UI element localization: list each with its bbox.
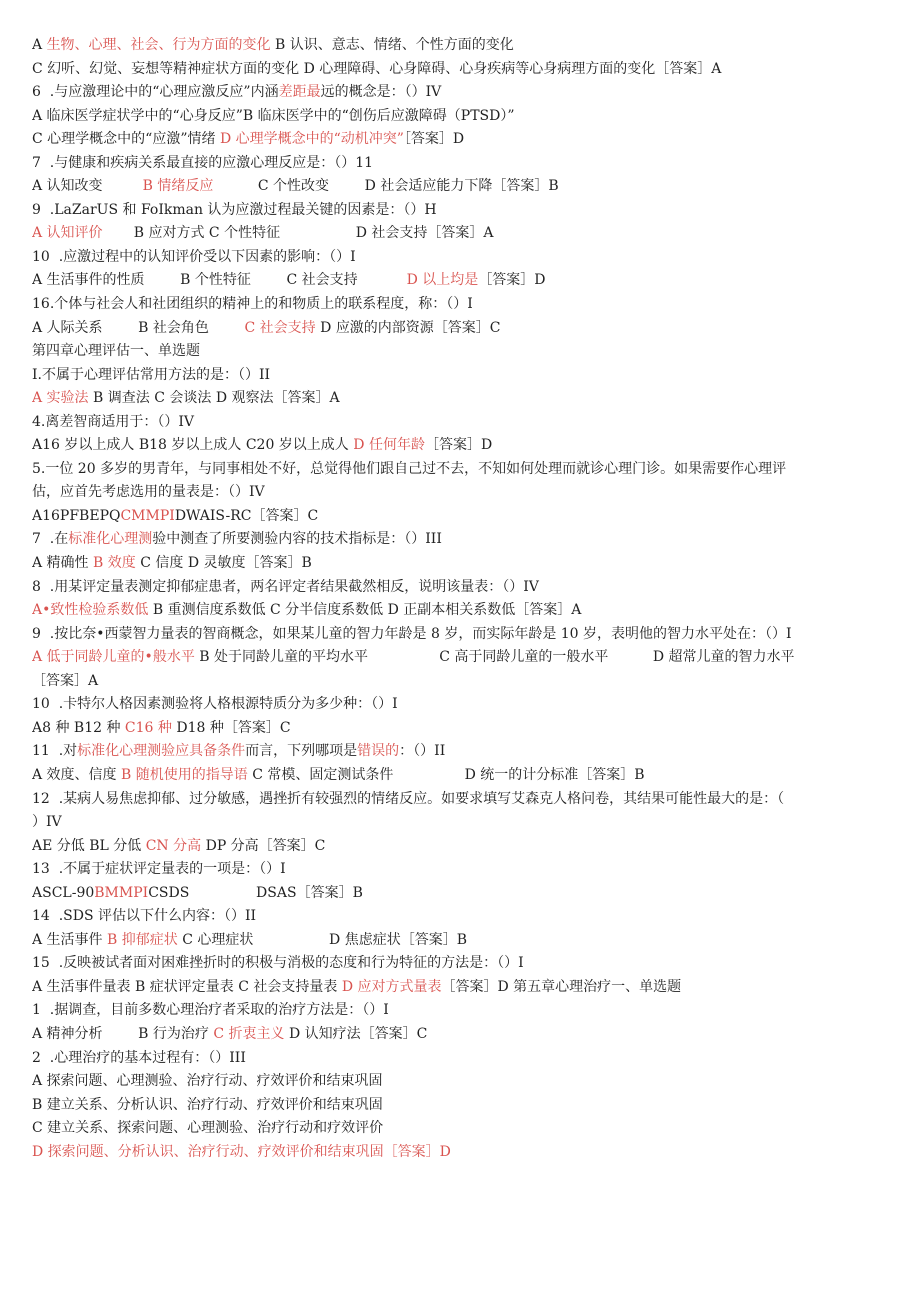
text-line: [32, 411, 880, 435]
text-segment: ［答案］D: [424, 437, 493, 454]
text-line: [32, 269, 880, 293]
text-segment: I.不属于心理评估常用方法的是：（）II: [32, 366, 271, 383]
text-line: [32, 387, 880, 411]
highlighted-answer-text: D 以上均是: [406, 272, 479, 289]
highlighted-answer-text: B 情绪反应: [142, 178, 214, 195]
text-line: [32, 788, 880, 812]
text-line: [32, 740, 880, 764]
text-segment: CSDS DSAS［答案］B: [148, 884, 363, 901]
text-segment: B 认识、意志、情绪、个性方面的变化: [270, 37, 514, 53]
text-segment: D 认知疗法［答案］C: [284, 1025, 428, 1042]
text-segment: A 认知改变: [32, 178, 143, 195]
text-line: [32, 929, 880, 953]
text-segment: A 生活事件: [32, 931, 108, 948]
text-segment: 远的概念是：（）IV: [320, 84, 442, 101]
text-line: [32, 999, 880, 1023]
text-line: [32, 340, 880, 364]
text-segment: 第四章心理评估一、单选题: [32, 343, 200, 360]
text-segment: ：（）II: [399, 743, 446, 760]
text-line: [32, 58, 880, 82]
text-line: [32, 434, 880, 458]
text-segment: A: [32, 37, 47, 53]
text-segment: B 重测信度系数低 C 分半信度系数低 D 正副本相关系数低［答案］A: [148, 602, 582, 619]
text-line: [32, 976, 880, 1000]
text-segment: A8 种 B12 种: [32, 719, 125, 736]
text-line: [32, 1117, 880, 1141]
highlighted-answer-text: CN 分高: [145, 837, 202, 854]
text-segment: 7 .在: [32, 531, 69, 548]
text-segment: 9 .按比奈•西蒙智力量表的智商概念，如果某儿童的智力年龄是 8 岁，而实际年龄是 10 岁，表明他的智力水平处在：（）I: [32, 625, 792, 642]
text-line: [32, 1023, 880, 1047]
text-segment: A16PFBEPQ: [32, 507, 121, 524]
text-line: [32, 222, 880, 246]
text-line: [32, 623, 880, 647]
text-segment: 2 .心理治疗的基本过程有：（）III: [32, 1049, 246, 1066]
highlighted-answer-text: 标准化心理测: [68, 531, 153, 548]
text-segment: A 生活事件的性质 B 个性特征 C 社会支持: [32, 272, 407, 289]
text-segment: AE 分低 BL 分低: [32, 837, 146, 854]
text-segment: 而言，下列哪项是: [245, 743, 358, 760]
text-segment: A 精神分析 B 行为治疗: [32, 1025, 214, 1042]
text-segment: 9 .LaZarUS 和 FoIkman 认为应激过程最关键的因素是：（）H: [32, 201, 437, 218]
text-segment: C 建立关系、探索问题、心理测验、治疗行动和疗效评价: [32, 1120, 384, 1137]
text-line: [32, 152, 880, 176]
text-line: [32, 905, 880, 929]
text-segment: A 人际关系 B 社会角色: [32, 319, 245, 336]
text-segment: C 个性改变 D 社会适应能力下降［答案］B: [213, 178, 559, 195]
text-line: [32, 175, 880, 199]
text-segment: ASCL-90: [32, 884, 95, 901]
text-line: [32, 717, 880, 741]
text-line: [32, 1141, 880, 1165]
highlighted-answer-text: D 探索问题、分析认识、治疗行动、疗效评价和结束巩固［答案］D: [32, 1143, 451, 1160]
text-segment: 8 .用某评定量表测定抑郁症患者，两名评定者结果截然相反，说明该量表：（）IV: [32, 578, 539, 595]
text-segment: DP 分高［答案］C: [201, 837, 326, 854]
text-segment: 1 .据调查，目前多数心理治疗者采取的治疗方法是：（）I: [32, 1002, 389, 1019]
highlighted-answer-text: 生物、心理、社会、行为方面的变化: [46, 37, 271, 53]
text-line: [32, 481, 880, 505]
text-segment: 验中测查了所要测验内容的技术指标是：（）III: [152, 531, 442, 548]
text-line: [32, 317, 880, 341]
text-segment: C 心理症状 D 焦虑症状［答案］B: [177, 931, 467, 948]
text-segment: 16.个体与社会人和社团组织的精神上的和物质上的联系程度，称：（）I: [32, 296, 473, 313]
text-segment: 4.离差智商适用于：（）IV: [32, 413, 194, 430]
text-segment: 14 .SDS 评估以下什么内容：（）II: [32, 908, 257, 925]
text-segment: 估，应首先考虑选用的量表是：（）IV: [32, 484, 265, 501]
text-segment: 7 .与健康和疾病关系最直接的应激心理反应是：（）11: [32, 154, 374, 171]
text-line: [32, 552, 880, 576]
text-segment: D 应激的内部资源［答案］C: [315, 319, 501, 336]
text-segment: B 建立关系、分析认识、治疗行动、疗效评价和结束巩固: [32, 1096, 383, 1113]
text-segment: ［答案］D: [403, 131, 465, 148]
text-line: [32, 199, 880, 223]
text-line: [32, 458, 880, 482]
text-line: [32, 599, 880, 623]
text-line: [32, 1047, 880, 1071]
text-line: [32, 670, 880, 694]
text-segment: B 处于同龄儿童的平均水平 C 高于同龄儿童的一般水平 D 超常儿童的智力水平: [194, 649, 795, 666]
highlighted-answer-text: A 认知评价: [32, 225, 103, 242]
text-segment: C 幻听、幻觉、妄想等精神症状方面的变化 D 心理障碍、心身障碍、心身疾病等心身病理方面的变化［答案］A: [32, 60, 722, 77]
text-segment: 13 .不属于症状评定量表的一项是：（）I: [32, 861, 286, 878]
text-segment: B 调查法 C 会谈法 D 观察法［答案］A: [88, 390, 340, 407]
text-segment: C 心理学概念中的“应激”情绪: [32, 131, 220, 148]
text-segment: A16 岁以上成人 B18 岁以上成人 C20 岁以上成人: [32, 437, 354, 454]
text-line: [32, 576, 880, 600]
text-line: [32, 246, 880, 270]
text-segment: 15 .反映被试者面对困难挫折时的积极与消极的态度和行为特征的方法是：（）I: [32, 955, 524, 972]
text-line: [32, 952, 880, 976]
highlighted-answer-text: B 效度: [93, 555, 136, 572]
text-line: [32, 34, 880, 58]
text-segment: 11 .对: [32, 743, 78, 760]
highlighted-answer-text: D 应对方式量表: [341, 978, 442, 995]
text-line: [32, 81, 880, 105]
text-segment: ［答案］D 第五章心理治疗一、单选题: [441, 978, 682, 995]
text-segment: A 探索问题、心理测验、治疗行动、疗效评价和结束巩固: [32, 1073, 383, 1090]
text-segment: C 信度 D 灵敏度［答案］B: [135, 555, 312, 572]
highlighted-answer-text: BMMPI: [94, 884, 149, 901]
text-segment: DWAIS-RC［答案］C: [174, 507, 319, 524]
highlighted-answer-text: 错误的: [357, 743, 400, 760]
text-line: [32, 528, 880, 552]
highlighted-answer-text: A•致性检验系数低: [32, 602, 149, 619]
text-line: [32, 128, 880, 152]
text-segment: A 临床医学症状学中的“心身反应”B 临床医学中的“创伤后应激障碍（PTSD）”: [32, 107, 515, 124]
text-line: [32, 882, 880, 906]
text-segment: B 应对方式 C 个性特征 D 社会支持［答案］A: [102, 225, 494, 242]
text-line: [32, 364, 880, 388]
text-segment: ［答案］A: [32, 672, 99, 689]
text-segment: A 生活事件量表 B 症状评定量表 C 社会支持量表: [32, 978, 342, 995]
highlighted-answer-text: A 低于同龄儿童的•般水平: [32, 649, 195, 666]
text-segment: 6 .与应激理论中的“心理应激反应”内涵: [32, 84, 279, 101]
text-segment: C 常模、固定测试条件 D 统一的计分标准［答案］B: [247, 766, 645, 783]
text-line: [32, 505, 880, 529]
text-line: [32, 1094, 880, 1118]
highlighted-answer-text: D 任何年龄: [353, 437, 425, 454]
highlighted-answer-text: CMMPI: [120, 507, 175, 524]
text-segment: D18 种［答案］C: [171, 719, 291, 736]
text-segment: ［答案］D: [478, 272, 546, 289]
highlighted-answer-text: 差距最: [278, 84, 321, 101]
text-line: [32, 764, 880, 788]
highlighted-answer-text: C16 种: [124, 719, 172, 736]
highlighted-answer-text: B 随机使用的指导语: [121, 766, 248, 783]
text-segment: A 精确性: [32, 555, 94, 572]
text-segment: 5.一位 20 多岁的男青年，与同事相处不好，总觉得他们跟自己过不去，不知如何处理而就诊心理门诊。如果需要作心理评: [32, 460, 787, 477]
text-segment: 10 .卡特尔人格因素测验将人格根源特质分为多少种：（）I: [32, 696, 398, 713]
highlighted-answer-text: B 抑郁症状: [107, 931, 178, 948]
text-line: [32, 835, 880, 859]
highlighted-answer-text: C 社会支持: [244, 319, 316, 336]
text-line: [32, 293, 880, 317]
text-line: [32, 646, 880, 670]
text-line: [32, 1070, 880, 1094]
text-line: [32, 858, 880, 882]
text-line: [32, 693, 880, 717]
highlighted-answer-text: A 实验法: [32, 390, 89, 407]
text-segment: ）IV: [32, 814, 62, 831]
text-line: [32, 105, 880, 129]
text-segment: 10 .应激过程中的认知评价受以下因素的影响：（）I: [32, 248, 356, 265]
highlighted-answer-text: C 折衷主义: [213, 1025, 285, 1042]
text-segment: A 效度、信度: [32, 766, 122, 783]
highlighted-answer-text: 标准化心理测验应具备条件: [77, 743, 246, 760]
highlighted-answer-text: D 心理学概念中的“动机冲突”: [219, 131, 404, 148]
text-segment: 12 .某病人易焦虑抑郁、过分敏感，遇挫折有较强烈的情绪反应。如要求填写艾森克人格问卷，其结果可能性最大的是：（: [32, 790, 785, 807]
text-line: [32, 811, 880, 835]
